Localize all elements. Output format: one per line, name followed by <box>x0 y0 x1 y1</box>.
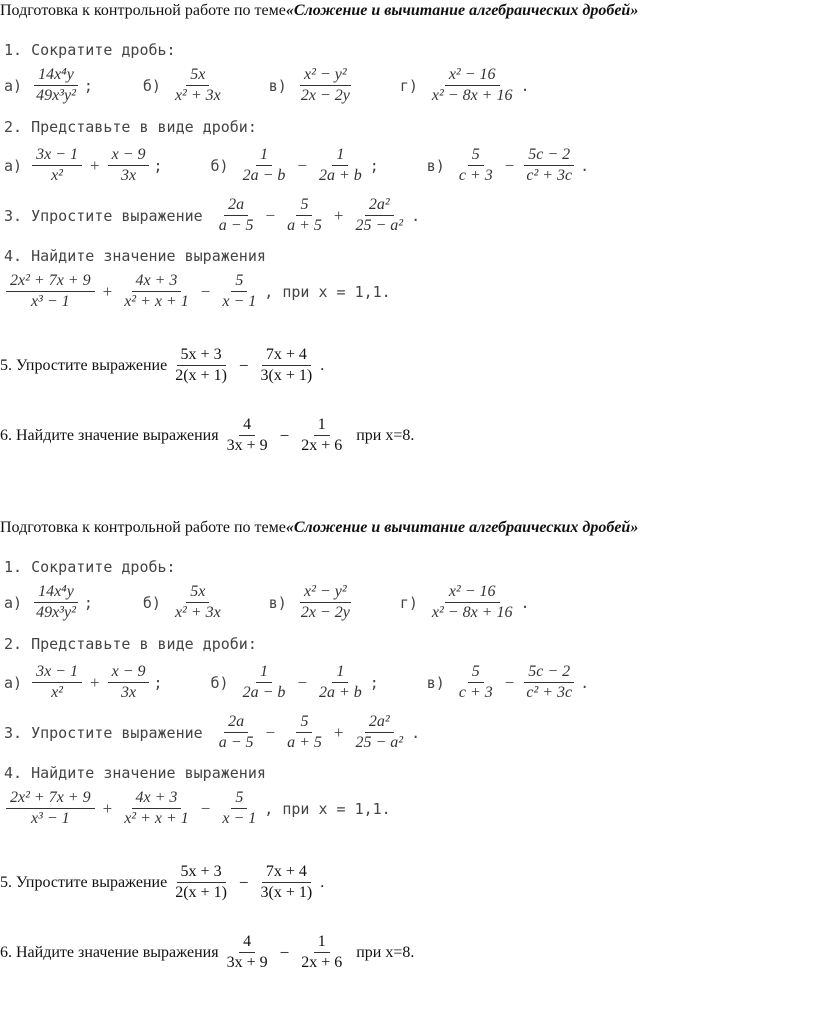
title-topic: «Сложение и вычитание алгебраических дробей» <box>285 519 639 536</box>
operator: − <box>504 672 515 692</box>
fraction: $\frac{5}{c + 3}$ <box>458 663 493 701</box>
fraction: $\frac{1}{2a - b}$ <box>242 663 286 701</box>
operator: − <box>504 155 515 175</box>
fraction: $\frac{5x + 3}{2(x + 1)}$ <box>175 346 227 384</box>
item-label: б) <box>142 593 161 612</box>
operator: + <box>333 722 344 742</box>
operator: − <box>297 155 307 175</box>
fraction: $\frac{\text{x² − y²}}{2x - 2y}$ <box>300 66 350 104</box>
fraction: $\frac{7x + 4}{3(x + 1)}$ <box>260 346 313 384</box>
task-2-items: а) $\frac{3x - 1}{\text{x²}}$ + $\frac{x - 9}{3x}$ ; б) $\frac{1}{2a - b}$ − $\frac{1}{2a + b}$ ; в) $\frac{5}{c + 3}$ − $\frac{5c - 2}{\text{c² + 3c}}$ . <box>4 663 590 701</box>
fraction: $\frac{7x + 4}{3(x + 1)}$ <box>260 863 313 901</box>
worksheet-block-2 <box>0 517 816 1016</box>
fraction: $\frac{5x}{\text{x² + 3x}}$ <box>174 583 221 621</box>
fraction: $\frac{5}{c + 3}$ <box>458 146 493 184</box>
fraction: $\frac{\text{2a²}}{\text{25 − a²}}$ <box>355 713 404 751</box>
operator: − <box>297 672 307 692</box>
fraction: $\frac{5x}{\text{x² + 3x}}$ <box>174 66 221 104</box>
item-label: г) <box>399 593 418 612</box>
item-label: в) <box>268 76 287 95</box>
operator: − <box>265 722 276 742</box>
task-4-heading: 4. Найдите значение выражения <box>4 764 266 782</box>
task-5: 5. Упростите выражение $\frac{5x + 3}{2(x + 1)}$ − $\frac{7x + 4}{3(x + 1)}$ . <box>0 346 325 384</box>
fraction: $\frac{4}{3x + 9}$ <box>226 416 268 454</box>
task-2-heading: 2. Представьте в виде дроби: <box>4 118 257 136</box>
operator: + <box>102 281 113 301</box>
title-topic: «Сложение и вычитание алгебраических дробей» <box>285 2 639 19</box>
fraction: $\frac{\text{2a²}}{\text{25 − a²}}$ <box>355 196 404 234</box>
task-1-heading: 1. Сократите дробь: <box>4 558 176 576</box>
operator: − <box>200 281 211 301</box>
fraction: $\frac{4x + 3}{\text{x² + x + 1}}$ <box>124 272 189 310</box>
fraction: $\frac{1}{2x + 6}$ <box>301 416 343 454</box>
task-2-items: а) $\frac{3x - 1}{\text{x²}}$ + $\frac{x - 9}{3x}$ ; б) $\frac{1}{2a - b}$ − $\frac{1}{2a + b}$ ; в) $\frac{5}{c + 3}$ − $\frac{5c - 2}{\text{c² + 3c}}$ . <box>4 146 590 184</box>
task-3-heading: 3. Упростите выражение <box>4 206 203 225</box>
fraction: $\frac{x - 9}{3x}$ <box>108 146 150 185</box>
task-4-expression: $\frac{\text{2x² + 7x + 9}}{\text{x³ − 1}}$ + $\frac{4x + 3}{\text{x² + x + 1}}$ − $\frac{5}{x - 1}$ , при x = 1,1. <box>2 272 391 311</box>
task-1-items: а) $\frac{\text{14x⁴y}}{\text{49x³y²}}$ ; б) $\frac{5x}{\text{x² + 3x}}$ в) $\frac{\text{x² − y²}}{2x - 2y}$ г) $\frac{\text{x² − 16}}{\text{x² − 8x + 16}}$ . <box>4 66 530 104</box>
item-label: а) <box>4 156 23 175</box>
fraction: $\frac{\text{x² − y²}}{2x - 2y}$ <box>300 583 350 621</box>
fraction: $\frac{\text{x² − 16}}{\text{x² − 8x + 16}}$ <box>431 66 513 104</box>
task-4-expression: $\frac{\text{2x² + 7x + 9}}{\text{x³ − 1}}$ + $\frac{4x + 3}{\text{x² + x + 1}}$ − $\frac{5}{x - 1}$ , при x = 1,1. <box>2 789 391 828</box>
title-prefix: Подготовка к контрольной работе по теме <box>0 519 286 536</box>
item-label: в) <box>426 156 445 175</box>
task-2-heading: 2. Представьте в виде дроби: <box>4 635 257 653</box>
fraction: $\frac{\text{x² − 16}}{\text{x² − 8x + 16}}$ <box>431 583 513 621</box>
task-6: 6. Найдите значение выражения $\frac{4}{3x + 9}$ − $\frac{1}{2x + 6}$ при x=8. <box>0 933 415 971</box>
task-6-text: 6. Найдите значение выражения <box>0 943 219 961</box>
worksheet-block-1 <box>0 0 816 499</box>
operator: + <box>333 205 344 225</box>
task-5-text: 5. Упростите выражение <box>0 873 168 891</box>
fraction: $\frac{5}{a + 5}$ <box>287 713 322 751</box>
fraction: $\frac{5c - 2}{\text{c² + 3c}}$ <box>522 146 576 185</box>
fraction: $\frac{5}{x - 1}$ <box>222 789 257 827</box>
item-label: в) <box>268 593 287 612</box>
fraction: $\frac{1}{2a + b}$ <box>318 146 362 184</box>
operator: + <box>89 672 100 692</box>
task-1-items: а) $\frac{\text{14x⁴y}}{\text{49x³y²}}$ ; б) $\frac{5x}{\text{x² + 3x}}$ в) $\frac{\text{x² − y²}}{2x - 2y}$ г) $\frac{\text{x² − 16}}{\text{x² − 8x + 16}}$ . <box>4 583 530 621</box>
fraction: $\frac{5x + 3}{2(x + 1)}$ <box>175 863 227 901</box>
operator: − <box>279 425 290 445</box>
fraction: $\frac{\text{14x⁴y}}{\text{49x³y²}}$ <box>36 66 76 104</box>
task-3: 3. Упростите выражение $\frac{2a}{a - 5}$ − $\frac{5}{a + 5}$ + $\frac{\text{2a²}}{\text{25 − a²}}$ . <box>4 196 421 234</box>
fraction: $\frac{\text{2x² + 7x + 9}}{\text{x³ − 1}}$ <box>6 272 95 311</box>
fraction: $\frac{1}{2a + b}$ <box>318 663 362 701</box>
operator: − <box>238 355 249 375</box>
operator: − <box>279 942 290 962</box>
item-label: г) <box>399 76 418 95</box>
item-label: б) <box>210 156 229 175</box>
operator: + <box>89 155 100 175</box>
item-label: б) <box>142 76 161 95</box>
title-prefix: Подготовка к контрольной работе по теме <box>0 2 286 19</box>
task-3-heading: 3. Упростите выражение <box>4 723 203 742</box>
item-label: а) <box>4 593 23 612</box>
operator: − <box>200 798 211 818</box>
operator: + <box>102 798 113 818</box>
fraction: $\frac{5}{x - 1}$ <box>222 272 257 310</box>
fraction: $\frac{5c - 2}{\text{c² + 3c}}$ <box>522 663 576 702</box>
fraction: $\frac{x - 9}{3x}$ <box>108 663 150 702</box>
task-5: 5. Упростите выражение $\frac{5x + 3}{2(x + 1)}$ − $\frac{7x + 4}{3(x + 1)}$ . <box>0 863 325 901</box>
fraction: $\frac{4}{3x + 9}$ <box>226 933 268 971</box>
task-3: 3. Упростите выражение $\frac{2a}{a - 5}$ − $\frac{5}{a + 5}$ + $\frac{\text{2a²}}{\text{25 − a²}}$ . <box>4 713 421 751</box>
fraction: $\frac{3x - 1}{\text{x²}}$ <box>32 663 82 702</box>
fraction: $\frac{5}{a + 5}$ <box>287 196 322 234</box>
task-4-heading: 4. Найдите значение выражения <box>4 247 266 265</box>
item-label: б) <box>210 673 229 692</box>
fraction: $\frac{\text{2x² + 7x + 9}}{\text{x³ − 1}}$ <box>6 789 95 828</box>
fraction: $\frac{1}{2x + 6}$ <box>301 933 343 971</box>
fraction: $\frac{\text{14x⁴y}}{\text{49x³y²}}$ <box>36 583 76 621</box>
fraction: $\frac{4x + 3}{\text{x² + x + 1}}$ <box>124 789 189 827</box>
fraction: $\frac{2a}{a - 5}$ <box>218 196 254 234</box>
task-6-text: 6. Найдите значение выражения <box>0 426 219 444</box>
worksheet-title <box>0 2 638 20</box>
item-label: а) <box>4 673 23 692</box>
fraction: $\frac{2a}{a - 5}$ <box>218 713 254 751</box>
operator: − <box>238 872 249 892</box>
task-1-heading: 1. Сократите дробь: <box>4 41 176 59</box>
fraction: $\frac{1}{2a - b}$ <box>242 146 286 184</box>
item-label: а) <box>4 76 23 95</box>
item-label: в) <box>426 673 445 692</box>
task-6: 6. Найдите значение выражения $\frac{4}{3x + 9}$ − $\frac{1}{2x + 6}$ при x=8. <box>0 416 415 454</box>
operator: − <box>265 205 276 225</box>
fraction: $\frac{3x - 1}{\text{x²}}$ <box>32 146 82 185</box>
task-5-text: 5. Упростите выражение <box>0 356 168 374</box>
worksheet-title <box>0 519 638 537</box>
